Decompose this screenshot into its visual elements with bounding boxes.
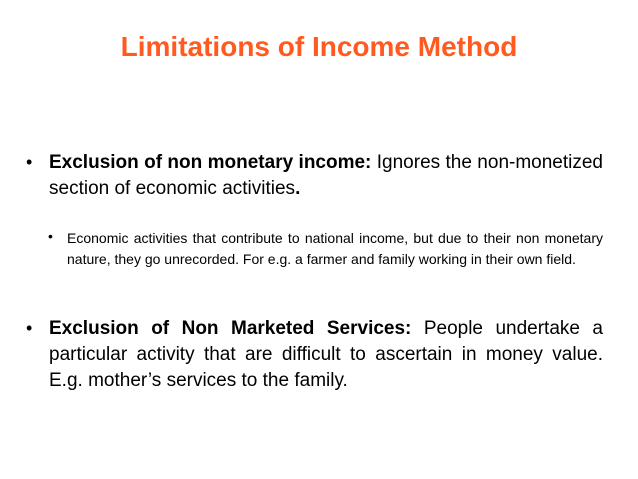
bullet-term: Exclusion of Non Marketed Services:: [49, 318, 412, 339]
slide-title: Limitations of Income Method: [120, 31, 518, 62]
bullet-item-non-monetary-income: [0, 150, 638, 202]
bullet-end-punctuation: .: [295, 178, 301, 199]
bullet-description: Ignores the non-monetized section of economic activities: [49, 152, 603, 199]
bullet-icon: •: [26, 152, 33, 172]
sub-bullet-text: Economic activities that contribute to national income, but due to their non monetary nature, they go unrecorded. For e.g. a farmer and family working in their own field.: [67, 230, 603, 267]
bullet-text: [49, 316, 603, 394]
sub-bullet-item-unrecorded-activities: [0, 228, 638, 270]
bullet-description: People undertake a particular activity that are difficult to ascertain in money value. E.g. mother’s services to the family.: [49, 318, 603, 391]
bullet-icon: •: [26, 318, 33, 338]
bullet-text: [49, 150, 603, 202]
bullet-item-non-marketed-services: [0, 316, 638, 394]
sub-bullet-icon: •: [48, 228, 53, 244]
bullet-term: Exclusion of non monetary income:: [49, 152, 372, 173]
